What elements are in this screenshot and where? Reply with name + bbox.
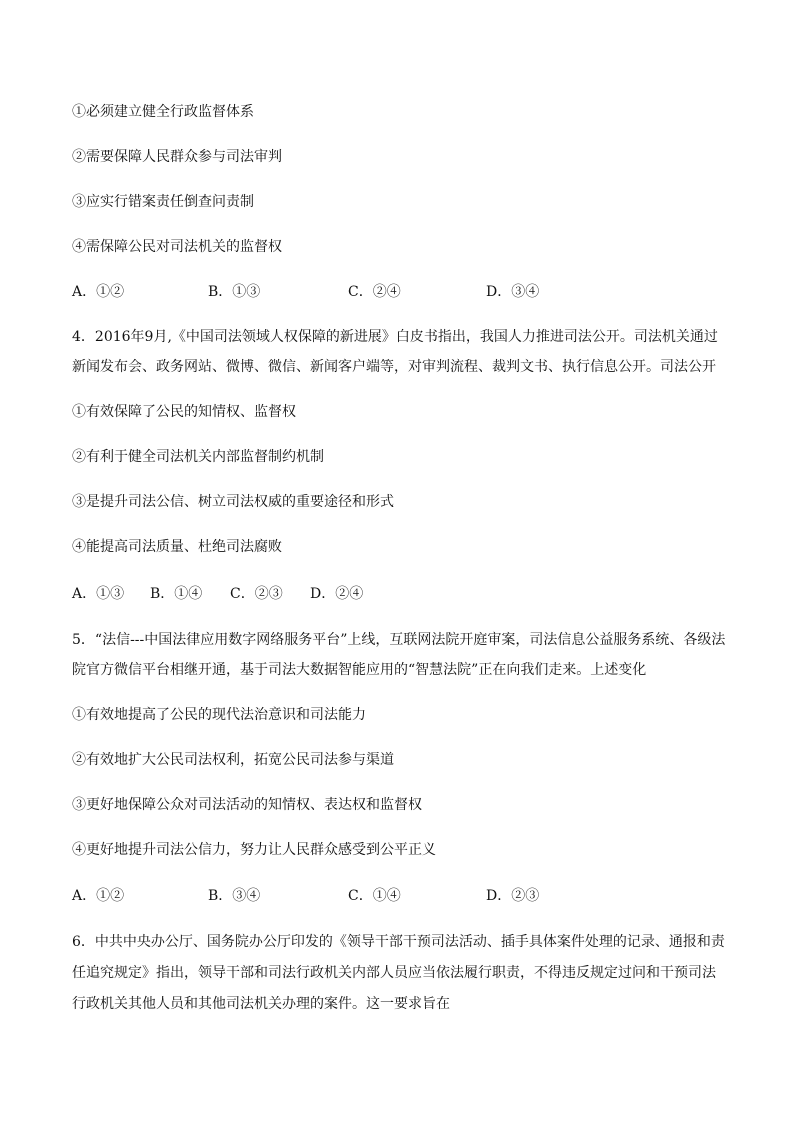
q4-answer-d: D．②④ [310, 586, 364, 602]
q3-answer-c: C．②④ [348, 284, 401, 300]
q5-option-4: ④更好地提升司法公信力，努力让人民群众感受到公平正义 [72, 842, 436, 858]
q5-stem-line-2: 院官方微信平台相继开通，基于司法大数据智能应用的“智慧法院”正在向我们走来。上述变化 [72, 662, 647, 678]
q4-option-4: ④能提高司法质量、杜绝司法腐败 [72, 539, 282, 555]
q4-option-3: ③是提升司法公信、树立司法权威的重要途径和形式 [72, 494, 394, 510]
q4-stem-line-2: 新闻发布会、政务网站、微博、微信、新闻客户端等，对审判流程、裁判文书、执行信息公开。司法公开 [72, 359, 716, 375]
q3-answer-b: B．①③ [208, 284, 261, 300]
q3-answer-a: A．①② [72, 284, 125, 300]
q3-option-2: ②需要保障人民群众参与司法审判 [72, 149, 282, 165]
q4-stem-line-1: 4．2016年9月,《中国司法领域人权保障的新进展》白皮书指出，我国人力推进司法公开。司法机关通过 [72, 329, 718, 345]
q6-stem-line-1: 6．中共中央办公厅、国务院办公厅印发的《领导干部干预司法活动、插手具体案件处理的记录、通报和责 [72, 934, 725, 950]
q4-answer-a: A．①③ [72, 586, 125, 602]
q4-answer-b: B．①④ [150, 586, 203, 602]
q5-stem-line-1: 5．“法信---中国法律应用数字网络服务平台”上线，互联网法院开庭审案，司法信息公益服务系统、各级法 [72, 632, 726, 648]
q3-option-4: ④需保障公民对司法机关的监督权 [72, 239, 282, 255]
q5-answer-a: A．①② [72, 888, 125, 904]
q3-option-1: ①必须建立健全行政监督体系 [72, 104, 254, 120]
q3-answer-d: D．③④ [486, 284, 540, 300]
q5-option-2: ②有效地扩大公民司法权利，拓宽公民司法参与渠道 [72, 752, 394, 768]
q5-option-1: ①有效地提高了公民的现代法治意识和司法能力 [72, 707, 366, 723]
q3-option-3: ③应实行错案责任倒查问责制 [72, 194, 254, 210]
q6-stem-line-3: 行政机关其他人员和其他司法机关办理的案件。这一要求旨在 [72, 996, 450, 1012]
q4-answer-c: C．②③ [230, 586, 283, 602]
q6-stem-line-2: 任追究规定》指出，领导干部和司法行政机关内部人员应当依法履行职责，不得违反规定过问和干预司法 [72, 965, 716, 981]
q5-answer-b: B．③④ [208, 888, 261, 904]
q5-answer-d: D．②③ [486, 888, 540, 904]
q4-option-2: ②有利于健全司法机关内部监督制约机制 [72, 449, 324, 465]
q5-option-3: ③更好地保障公众对司法活动的知情权、表达权和监督权 [72, 797, 422, 813]
q5-answer-c: C．①④ [348, 888, 401, 904]
q4-option-1: ①有效保障了公民的知情权、监督权 [72, 404, 296, 420]
